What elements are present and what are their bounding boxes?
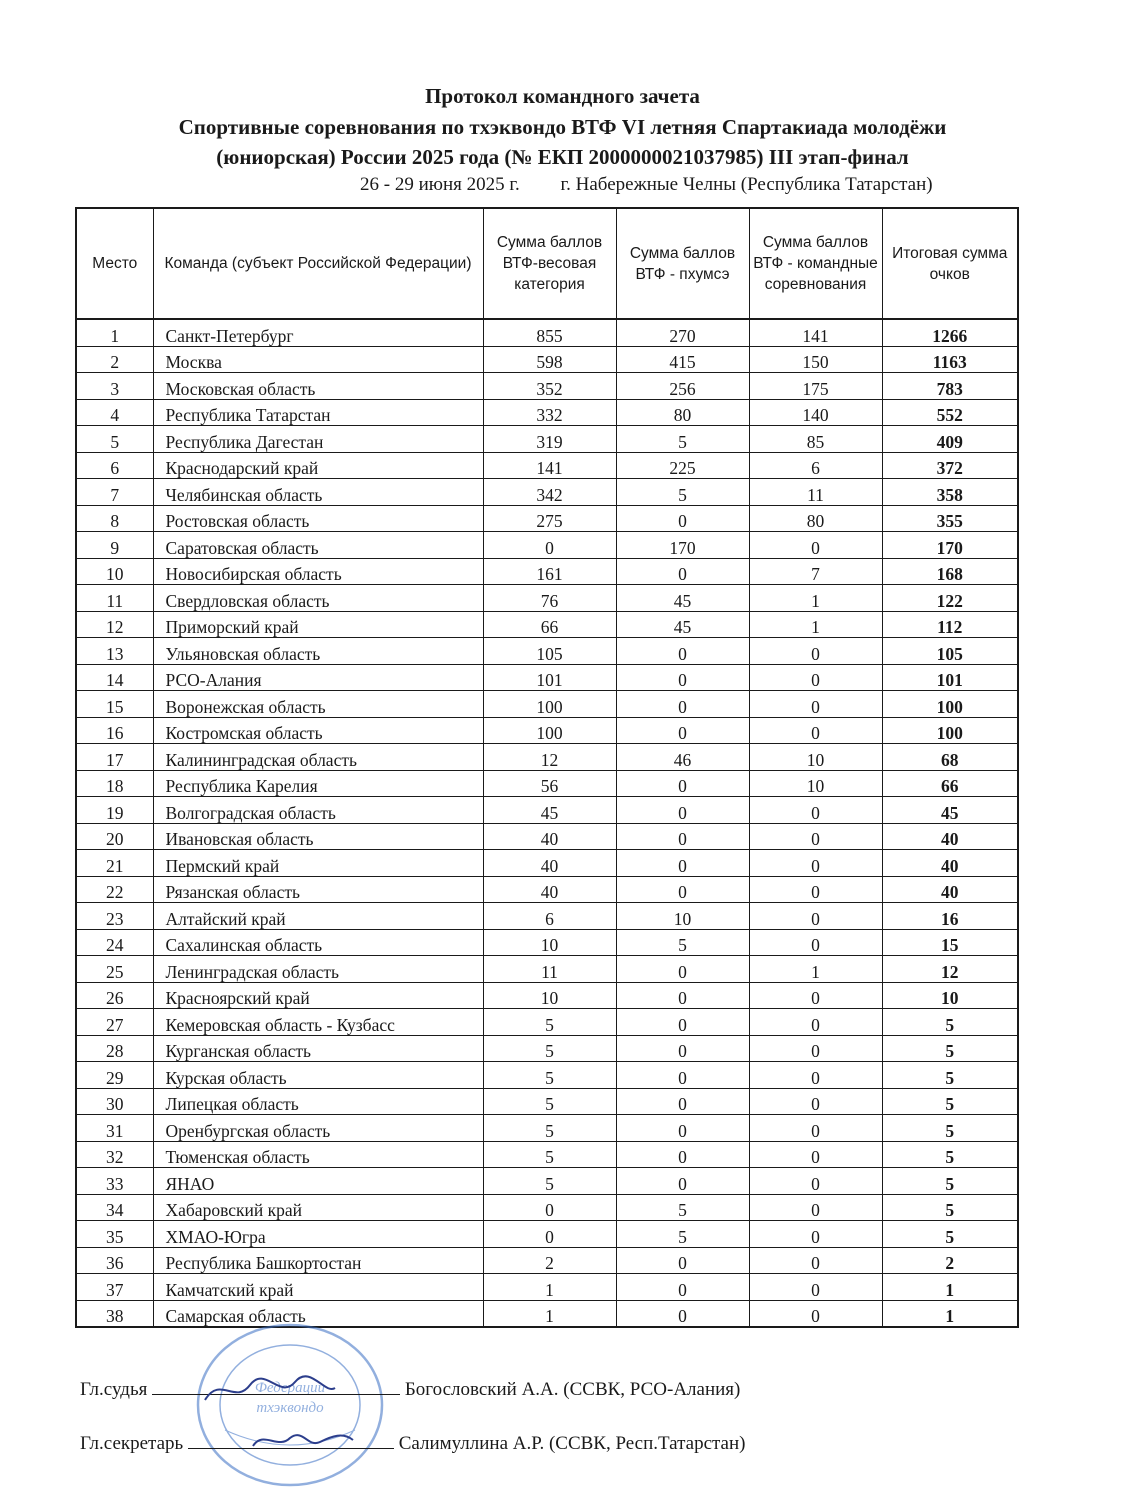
weight-category-points-cell: 0 [483,532,616,559]
place-cell: 8 [76,505,153,532]
document-title: Протокол командного зачета [425,84,700,108]
team-competition-points-cell: 0 [749,1168,882,1195]
weight-category-points-cell: 2 [483,1247,616,1274]
total-points-cell: 1 [882,1300,1018,1327]
team-cell: Рязанская область [153,876,483,903]
team-competition-points-cell: 0 [749,823,882,850]
table-row [76,744,1018,771]
table-header-row [76,208,1018,319]
total-points-cell: 5 [882,1168,1018,1195]
table-row [76,929,1018,956]
chief-judge-signature-row [80,1376,740,1401]
team-cell: Пермский край [153,850,483,877]
total-points-cell: 5 [882,1194,1018,1221]
place-cell: 17 [76,744,153,771]
svg-text:Федерации: Федерации [254,1380,326,1396]
judge-handwritten-signature [200,1370,340,1410]
place-cell: 22 [76,876,153,903]
team-competition-points-cell: 0 [749,1088,882,1115]
table-row [76,1247,1018,1274]
place-cell: 14 [76,664,153,691]
total-points-cell: 1 [882,1274,1018,1301]
team-competition-points-cell: 0 [749,1035,882,1062]
team-competition-points-cell: 0 [749,1274,882,1301]
team-competition-points-cell: 0 [749,1062,882,1089]
chief-judge-name: Богословский А.А. (ССВК, РСО-Алания) [404,1379,741,1400]
weight-category-points-cell: 5 [483,1062,616,1089]
table-row [76,346,1018,373]
table-row [76,1194,1018,1221]
poomsae-points-cell: 0 [616,1009,749,1036]
total-points-cell: 372 [882,452,1018,479]
place-cell: 4 [76,399,153,426]
weight-category-points-cell: 598 [483,346,616,373]
total-points-cell: 68 [882,744,1018,771]
weight-category-points-cell: 5 [483,1009,616,1036]
poomsae-points-cell: 0 [616,823,749,850]
place-cell: 18 [76,770,153,797]
place-cell: 25 [76,956,153,983]
poomsae-points-cell: 0 [616,797,749,824]
weight-category-points-cell: 352 [483,373,616,400]
event-place: г. Набережные Челны (Республика Татарстан) [560,174,933,195]
team-cell: Алтайский край [153,903,483,930]
poomsae-points-cell: 0 [616,876,749,903]
place-cell: 15 [76,691,153,718]
table-row [76,823,1018,850]
table-row [76,1168,1018,1195]
place-cell: 9 [76,532,153,559]
team-cell: Костромская область [153,717,483,744]
place-cell: 11 [76,585,153,612]
team-competition-points-cell: 0 [749,850,882,877]
chief-secretary-label: Гл.секретарь [80,1433,184,1454]
weight-category-points-cell: 11 [483,956,616,983]
total-points-cell: 10 [882,982,1018,1009]
team-competition-points-cell: 0 [749,638,882,665]
total-points-cell: 355 [882,505,1018,532]
column-header-poomsae: Сумма баллов ВТФ - пхумсэ [616,208,749,319]
place-cell: 16 [76,717,153,744]
weight-category-points-cell: 101 [483,664,616,691]
poomsae-points-cell: 0 [616,1274,749,1301]
total-points-cell: 5 [882,1062,1018,1089]
weight-category-points-cell: 332 [483,399,616,426]
place-cell: 23 [76,903,153,930]
team-competition-points-cell: 0 [749,691,882,718]
team-competition-points-cell: 0 [749,1247,882,1274]
team-competition-points-cell: 1 [749,611,882,638]
weight-category-points-cell: 40 [483,823,616,850]
poomsae-points-cell: 0 [616,956,749,983]
place-cell: 19 [76,797,153,824]
team-competition-points-cell: 0 [749,1194,882,1221]
team-cell: Ленинградская область [153,956,483,983]
results-body [76,319,1018,1327]
weight-category-points-cell: 10 [483,982,616,1009]
team-cell: Челябинская область [153,479,483,506]
place-cell: 6 [76,452,153,479]
table-row [76,850,1018,877]
team-cell: Камчатский край [153,1274,483,1301]
poomsae-points-cell: 0 [616,638,749,665]
poomsae-points-cell: 170 [616,532,749,559]
document-subtitle-line2: (юниорская) России 2025 года (№ ЕКП 2000000021037985) III этап-финал [216,145,909,169]
team-cell: Калининградская область [153,744,483,771]
team-cell: Тюменская область [153,1141,483,1168]
table-row [76,1062,1018,1089]
poomsae-points-cell: 80 [616,399,749,426]
place-cell: 37 [76,1274,153,1301]
total-points-cell: 5 [882,1141,1018,1168]
table-row [76,426,1018,453]
place-cell: 12 [76,611,153,638]
secretary-handwritten-signature [248,1420,358,1458]
table-row [76,876,1018,903]
team-competition-points-cell: 0 [749,982,882,1009]
poomsae-points-cell: 0 [616,1115,749,1142]
poomsae-points-cell: 0 [616,770,749,797]
weight-category-points-cell: 342 [483,479,616,506]
team-cell: ХМАО-Югра [153,1221,483,1248]
table-row [76,1221,1018,1248]
weight-category-points-cell: 12 [483,744,616,771]
svg-text:тхэквондо: тхэквондо [256,1400,324,1416]
poomsae-points-cell: 270 [616,319,749,346]
total-points-cell: 66 [882,770,1018,797]
team-competition-points-cell: 10 [749,744,882,771]
team-competition-points-cell: 0 [749,717,882,744]
place-cell: 3 [76,373,153,400]
table-row [76,982,1018,1009]
total-points-cell: 2 [882,1247,1018,1274]
poomsae-points-cell: 0 [616,1300,749,1327]
team-competition-points-cell: 6 [749,452,882,479]
team-competition-points-cell: 0 [749,1300,882,1327]
table-row [76,638,1018,665]
team-cell: Республика Татарстан [153,399,483,426]
total-points-cell: 105 [882,638,1018,665]
poomsae-points-cell: 5 [616,1194,749,1221]
place-cell: 31 [76,1115,153,1142]
table-row [76,373,1018,400]
team-cell: Волгоградская область [153,797,483,824]
team-cell: Свердловская область [153,585,483,612]
total-points-cell: 100 [882,691,1018,718]
poomsae-points-cell: 0 [616,1088,749,1115]
team-competition-points-cell: 0 [749,903,882,930]
team-cell: Кемеровская область - Кузбасс [153,1009,483,1036]
place-cell: 33 [76,1168,153,1195]
team-competition-points-cell: 140 [749,399,882,426]
team-cell: Липецкая область [153,1088,483,1115]
weight-category-points-cell: 100 [483,691,616,718]
place-cell: 10 [76,558,153,585]
team-cell: Курганская область [153,1035,483,1062]
place-cell: 29 [76,1062,153,1089]
table-row [76,558,1018,585]
table-row [76,1274,1018,1301]
team-cell: Санкт-Петербург [153,319,483,346]
total-points-cell: 5 [882,1115,1018,1142]
team-competition-points-cell: 0 [749,532,882,559]
total-points-cell: 45 [882,797,1018,824]
table-row [76,1115,1018,1142]
team-competition-points-cell: 0 [749,1141,882,1168]
place-cell: 32 [76,1141,153,1168]
total-points-cell: 5 [882,1035,1018,1062]
team-cell: Москва [153,346,483,373]
poomsae-points-cell: 5 [616,426,749,453]
poomsae-points-cell: 0 [616,1062,749,1089]
team-cell: Республика Карелия [153,770,483,797]
team-cell: Республика Дагестан [153,426,483,453]
poomsae-points-cell: 45 [616,611,749,638]
weight-category-points-cell: 319 [483,426,616,453]
weight-category-points-cell: 5 [483,1168,616,1195]
poomsae-points-cell: 5 [616,479,749,506]
results-table [75,207,1019,1328]
weight-category-points-cell: 105 [483,638,616,665]
total-points-cell: 5 [882,1221,1018,1248]
weight-category-points-cell: 45 [483,797,616,824]
poomsae-points-cell: 256 [616,373,749,400]
place-cell: 35 [76,1221,153,1248]
column-header-total: Итоговая сумма очков [882,208,1018,319]
table-row [76,532,1018,559]
place-cell: 27 [76,1009,153,1036]
total-points-cell: 12 [882,956,1018,983]
place-cell: 26 [76,982,153,1009]
table-row [76,452,1018,479]
team-cell: Приморский край [153,611,483,638]
total-points-cell: 5 [882,1088,1018,1115]
weight-category-points-cell: 275 [483,505,616,532]
table-row [76,770,1018,797]
place-cell: 7 [76,479,153,506]
weight-category-points-cell: 56 [483,770,616,797]
team-cell: Республика Башкортостан [153,1247,483,1274]
poomsae-points-cell: 0 [616,505,749,532]
weight-category-points-cell: 161 [483,558,616,585]
table-row [76,399,1018,426]
total-points-cell: 783 [882,373,1018,400]
table-row [76,797,1018,824]
event-dates: 26 - 29 июня 2025 г. [360,174,520,195]
place-cell: 34 [76,1194,153,1221]
table-row [76,717,1018,744]
team-cell: Красноярский край [153,982,483,1009]
total-points-cell: 16 [882,903,1018,930]
team-cell: Новосибирская область [153,558,483,585]
chief-secretary-signature-row [80,1430,745,1455]
column-header-weight-category: Сумма баллов ВТФ-весовая категория [483,208,616,319]
total-points-cell: 40 [882,823,1018,850]
poomsae-points-cell: 0 [616,1141,749,1168]
place-cell: 13 [76,638,153,665]
poomsae-points-cell: 5 [616,1221,749,1248]
poomsae-points-cell: 0 [616,664,749,691]
team-cell: Краснодарский край [153,452,483,479]
weight-category-points-cell: 76 [483,585,616,612]
poomsae-points-cell: 5 [616,929,749,956]
table-row [76,903,1018,930]
total-points-cell: 15 [882,929,1018,956]
team-competition-points-cell: 7 [749,558,882,585]
team-cell: Саратовская область [153,532,483,559]
team-competition-points-cell: 0 [749,1115,882,1142]
place-cell: 30 [76,1088,153,1115]
poomsae-points-cell: 0 [616,850,749,877]
weight-category-points-cell: 40 [483,850,616,877]
total-points-cell: 168 [882,558,1018,585]
weight-category-points-cell: 1 [483,1274,616,1301]
date-place-line [360,174,933,196]
team-competition-points-cell: 0 [749,876,882,903]
weight-category-points-cell: 5 [483,1115,616,1142]
total-points-cell: 100 [882,717,1018,744]
poomsae-points-cell: 225 [616,452,749,479]
team-cell: Московская область [153,373,483,400]
total-points-cell: 1163 [882,346,1018,373]
poomsae-points-cell: 0 [616,1168,749,1195]
table-row [76,691,1018,718]
team-cell: Оренбургская область [153,1115,483,1142]
weight-category-points-cell: 100 [483,717,616,744]
weight-category-points-cell: 0 [483,1221,616,1248]
table-row [76,611,1018,638]
place-cell: 1 [76,319,153,346]
weight-category-points-cell: 5 [483,1088,616,1115]
table-row [76,956,1018,983]
total-points-cell: 5 [882,1009,1018,1036]
weight-category-points-cell: 0 [483,1194,616,1221]
poomsae-points-cell: 0 [616,1247,749,1274]
team-competition-points-cell: 1 [749,956,882,983]
team-competition-points-cell: 0 [749,664,882,691]
table-row [76,1009,1018,1036]
team-cell: Сахалинская область [153,929,483,956]
weight-category-points-cell: 855 [483,319,616,346]
total-points-cell: 122 [882,585,1018,612]
table-row [76,585,1018,612]
weight-category-points-cell: 141 [483,452,616,479]
place-cell: 2 [76,346,153,373]
weight-category-points-cell: 10 [483,929,616,956]
weight-category-points-cell: 66 [483,611,616,638]
table-row [76,1141,1018,1168]
column-header-team: Команда (субъект Российской Федерации) [153,208,483,319]
poomsae-points-cell: 46 [616,744,749,771]
chief-judge-label: Гл.судья [80,1379,148,1400]
team-competition-points-cell: 0 [749,1009,882,1036]
total-points-cell: 170 [882,532,1018,559]
poomsae-points-cell: 10 [616,903,749,930]
team-competition-points-cell: 0 [749,1221,882,1248]
total-points-cell: 552 [882,399,1018,426]
place-cell: 21 [76,850,153,877]
chief-secretary-name: Салимуллина А.Р. (ССВК, Респ.Татарстан) [398,1433,746,1454]
team-cell: Ростовская область [153,505,483,532]
team-cell: Воронежская область [153,691,483,718]
team-competition-points-cell: 11 [749,479,882,506]
poomsae-points-cell: 0 [616,691,749,718]
team-competition-points-cell: 0 [749,797,882,824]
weight-category-points-cell: 40 [483,876,616,903]
weight-category-points-cell: 5 [483,1035,616,1062]
column-header-place: Место [76,208,153,319]
column-header-team-competition: Сумма баллов ВТФ - командные соревнования [749,208,882,319]
team-competition-points-cell: 10 [749,770,882,797]
poomsae-points-cell: 415 [616,346,749,373]
total-points-cell: 409 [882,426,1018,453]
team-competition-points-cell: 80 [749,505,882,532]
team-cell: Самарская область [153,1300,483,1327]
total-points-cell: 40 [882,850,1018,877]
table-row [76,479,1018,506]
weight-category-points-cell: 6 [483,903,616,930]
team-cell: ЯНАО [153,1168,483,1195]
table-row [76,1088,1018,1115]
table-row [76,319,1018,346]
team-competition-points-cell: 150 [749,346,882,373]
table-row [76,664,1018,691]
place-cell: 20 [76,823,153,850]
total-points-cell: 358 [882,479,1018,506]
team-cell: РСО-Алания [153,664,483,691]
team-competition-points-cell: 1 [749,585,882,612]
poomsae-points-cell: 45 [616,585,749,612]
team-competition-points-cell: 0 [749,929,882,956]
place-cell: 38 [76,1300,153,1327]
team-cell: Хабаровский край [153,1194,483,1221]
team-competition-points-cell: 85 [749,426,882,453]
team-cell: Ивановская область [153,823,483,850]
document-subtitle-line1: Спортивные соревнования по тхэквондо ВТФ VI летняя Спартакиада молодёжи [178,115,947,139]
team-competition-points-cell: 175 [749,373,882,400]
total-points-cell: 101 [882,664,1018,691]
poomsae-points-cell: 0 [616,558,749,585]
place-cell: 24 [76,929,153,956]
team-cell: Курская область [153,1062,483,1089]
place-cell: 5 [76,426,153,453]
team-competition-points-cell: 141 [749,319,882,346]
poomsae-points-cell: 0 [616,1035,749,1062]
weight-category-points-cell: 5 [483,1141,616,1168]
total-points-cell: 1266 [882,319,1018,346]
place-cell: 28 [76,1035,153,1062]
team-cell: Ульяновская область [153,638,483,665]
place-cell: 36 [76,1247,153,1274]
weight-category-points-cell: 1 [483,1300,616,1327]
total-points-cell: 40 [882,876,1018,903]
poomsae-points-cell: 0 [616,717,749,744]
table-row [76,1035,1018,1062]
total-points-cell: 112 [882,611,1018,638]
poomsae-points-cell: 0 [616,982,749,1009]
table-row [76,505,1018,532]
